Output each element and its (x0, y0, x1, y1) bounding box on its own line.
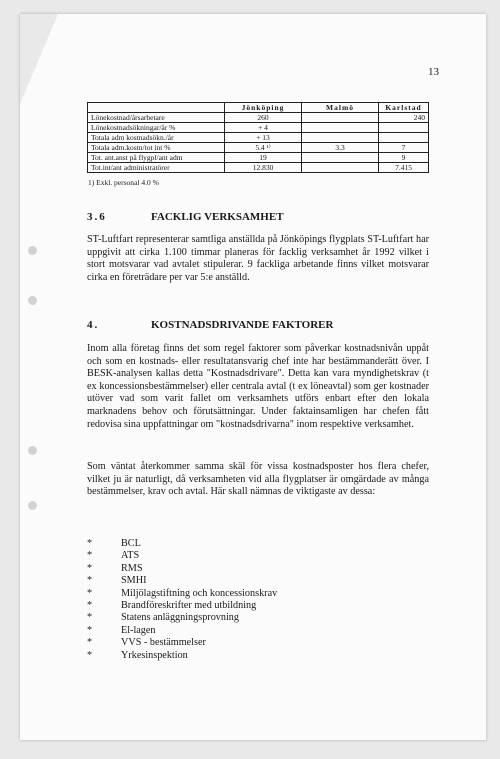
table-cell: Totala adm.kostn/tot int % (88, 143, 225, 153)
punch-hole (28, 501, 37, 510)
page-number: 13 (428, 66, 439, 78)
table-cell (302, 133, 379, 143)
list-item (87, 588, 277, 600)
list-item (87, 550, 277, 562)
list-item (87, 625, 277, 637)
bullet-star-icon: * (87, 550, 93, 562)
bullet-star-icon: * (87, 649, 93, 661)
table-cell: 260 (225, 113, 302, 123)
section-number: 4. (87, 319, 100, 331)
list-item-text: RMS (121, 562, 143, 574)
list-item (87, 650, 277, 662)
list-item (87, 612, 277, 624)
table-row (88, 153, 429, 163)
table-cell: 5.4 ¹⁾ (225, 143, 302, 153)
bullet-star-icon: * (87, 538, 93, 549)
bullet-star-icon: * (87, 612, 93, 624)
table-header-cell (88, 103, 225, 113)
table-cell (379, 133, 429, 143)
list-item-text: Miljölagstiftning och koncessionskrav (121, 587, 278, 599)
list-item-text: BCL (121, 538, 141, 549)
table-cell (302, 163, 379, 173)
table-cell: Tot. ant.anst på flygpl/ant adm (88, 153, 225, 163)
bullet-star-icon: * (87, 575, 93, 587)
list-item-text: Statens anläggningsprovning (121, 612, 239, 624)
folded-corner (20, 14, 58, 104)
table-cell: Lönekostnadsökningar/år % (88, 123, 225, 133)
table-cell (302, 123, 379, 133)
bullet-star-icon: * (87, 587, 93, 599)
table-row (88, 123, 429, 133)
table-cell: 7.415 (379, 163, 429, 173)
list-item-text: ATS (121, 550, 140, 562)
section-heading (87, 319, 333, 331)
list-item-text: Brandföreskrifter med utbildning (121, 600, 257, 612)
list-item (87, 563, 277, 575)
punch-hole (28, 246, 37, 255)
bullet-star-icon: * (87, 624, 93, 636)
table-cell: 12.830 (225, 163, 302, 173)
paragraph: ST-Luftfart representerar samtliga anställda på Jönköpings flygplats ST-Luftfart har uppgivit att cirka 1.100 timmar planeras för facklig verksamhet år 1992 vilket i stort motsvarar vad avtalet stipulerar. 9 fackliga arbetande finns vilket motsvarar cirka en företrädare per var 5:e anställd. (87, 234, 429, 283)
table-cell (302, 113, 379, 123)
requirements-list (87, 538, 277, 662)
section-heading (87, 211, 284, 223)
paragraph: Som väntat återkommer samma skäl för vissa kostnadsposter hos flera chefer, vilket ju är naturligt, då verksamheten vid alla flygplatser är omgärdade av många bestämmelser, krav och avtal. Här skall nämnas de viktigaste av dessa: (87, 461, 429, 498)
table-header-cell: Karlstad (379, 103, 429, 113)
table-row (88, 163, 429, 173)
list-item (87, 637, 277, 649)
cost-comparison-table (87, 102, 429, 173)
punch-hole (28, 446, 37, 455)
table-footnote: 1) Exkl. personal 4.0 % (88, 178, 159, 187)
table-cell (302, 153, 379, 163)
punch-hole (28, 296, 37, 305)
table-cell: 3.3 (302, 143, 379, 153)
table-header-row (88, 103, 429, 113)
list-item-text: VVS - bestämmelser (121, 637, 206, 649)
table-cell: 240 (379, 113, 429, 123)
table-row (88, 133, 429, 143)
list-item (87, 538, 277, 550)
table-row (88, 113, 429, 123)
list-item-text: Yrkesinspektion (121, 649, 188, 661)
table-cell: 19 (225, 153, 302, 163)
table-header-cell: Jönköping (225, 103, 302, 113)
table-cell: Lönekostnad/årsarbetare (88, 113, 225, 123)
list-item-text: SMHI (121, 575, 147, 587)
table-cell: 7 (379, 143, 429, 153)
table-cell (379, 123, 429, 133)
list-item-text: El-lagen (121, 624, 156, 636)
list-item (87, 575, 277, 587)
table-cell: Tot.int/ant administratörer (88, 163, 225, 173)
bullet-star-icon: * (87, 600, 93, 612)
bullet-star-icon: * (87, 562, 93, 574)
list-item (87, 600, 277, 612)
table-cell: 9 (379, 153, 429, 163)
section-title: FACKLIG VERKSAMHET (151, 211, 284, 223)
table-row (88, 143, 429, 153)
document-page (20, 14, 486, 740)
table-cell: + 13 (225, 133, 302, 143)
table-header-cell: Malmö (302, 103, 379, 113)
bullet-star-icon: * (87, 637, 93, 649)
paragraph: Inom alla företag finns det som regel faktorer som påverkar kostnadsnivån uppåt och som en kostnads- eller resultatansvarig chef inte har bestämmanderätt över. I BESK-analysen kallas detta "Kostnadsdrivare". Detta kan vara myndighetskrav (t ex koncessionsbestämmelser) eller centrala avtal (t ex löneavtal) som ger kostnader utöver vad som varit fallet om verksamhets utförs enbart efter den lokala marknadens behov och förutsättningar. Under faktainsamligen har chefen fått redovisa sina uppfattningar om "kostnadsdrivarna" inom respektive verksamhet. (87, 343, 429, 430)
table-cell: + 4 (225, 123, 302, 133)
section-number: 3.6 (87, 211, 107, 223)
table-cell: Totala adm kostnadsökn./år (88, 133, 225, 143)
section-title: KOSTNADSDRIVANDE FAKTORER (151, 319, 334, 331)
